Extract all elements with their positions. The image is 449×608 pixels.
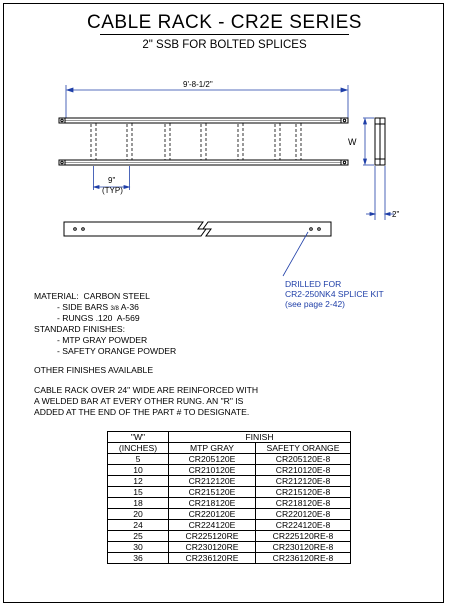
orange-part-cell: CR212120E-8 (256, 476, 351, 487)
w-cell: 18 (108, 498, 169, 509)
gray-part-cell: CR212120E (169, 476, 256, 487)
rung-spacing-label: 9" (108, 176, 116, 185)
drill-leader (283, 232, 308, 276)
orange-part-cell: CR210120E-8 (256, 465, 351, 476)
page-title: CABLE RACK - CR2E SERIES (87, 12, 362, 33)
finishes-heading: STANDARD FINISHES: (34, 324, 126, 334)
end-view (375, 118, 385, 165)
ladder-side-bars (59, 118, 348, 165)
side-bar-view (64, 222, 331, 236)
w-cell: 20 (108, 509, 169, 520)
w-cell: 15 (108, 487, 169, 498)
page-subtitle: 2" SSB FOR BOLTED SPLICES (142, 39, 307, 51)
w-cell: 5 (108, 454, 169, 465)
gray-header: MTP GRAY (169, 443, 256, 454)
drill-note (285, 279, 384, 309)
gray-part-cell: CR205120E (169, 454, 256, 465)
table-row (108, 487, 351, 498)
width-dimension-label: W (348, 137, 357, 147)
table-row (108, 520, 351, 531)
finish-orange: - SAFETY ORANGE POWDER (57, 346, 177, 356)
orange-part-cell: CR225120RE-8 (256, 531, 351, 542)
gray-part-cell: CR220120E (169, 509, 256, 520)
gray-part-cell: CR236120RE (169, 553, 256, 564)
length-dimension (66, 85, 348, 118)
reinforce-note-line-2: A WELDED BAR AT EVERY OTHER RUNG. AN "R" IS (34, 396, 244, 406)
finish-gray: - MTP GRAY POWDER (57, 335, 148, 345)
orange-header: SAFETY ORANGE (256, 443, 351, 454)
w-cell: 24 (108, 520, 169, 531)
side-bars-fraction: 3/8 (110, 306, 119, 312)
gray-part-cell: CR224120E (169, 520, 256, 531)
height-dimension-label: 2" (392, 210, 400, 219)
table-row (108, 476, 351, 487)
table-row (108, 498, 351, 509)
gray-part-cell: CR230120RE (169, 542, 256, 553)
gray-part-cell: CR210120E (169, 465, 256, 476)
drill-note-line-3: (see page 2-42) (285, 299, 346, 309)
table-row (108, 542, 351, 553)
rung-spacing-typ-label: (TYP) (102, 186, 123, 195)
w-cell: 36 (108, 553, 169, 564)
rungs-spec: - RUNGS .120 A-569 (57, 313, 140, 323)
drill-note-line-1: DRILLED FOR (285, 279, 342, 289)
w-header: "W" (108, 432, 169, 443)
other-finishes-note: OTHER FINISHES AVAILABLE (34, 365, 154, 375)
w-cell: 30 (108, 542, 169, 553)
material-spec: MATERIAL: CARBON STEEL (34, 291, 150, 301)
table-row (108, 509, 351, 520)
orange-part-cell: CR220120E-8 (256, 509, 351, 520)
orange-part-cell: CR224120E-8 (256, 520, 351, 531)
orange-part-cell: CR218120E-8 (256, 498, 351, 509)
orange-part-cell: CR205120E-8 (256, 454, 351, 465)
ladder-rungs (91, 123, 301, 160)
w-cell: 10 (108, 465, 169, 476)
orange-part-cell: CR236120RE-8 (256, 553, 351, 564)
side-bars-label: - SIDE BARS (57, 302, 111, 312)
table-row (108, 465, 351, 476)
table-row (108, 531, 351, 542)
inches-header: (INCHES) (108, 443, 169, 454)
drill-note-line-2: CR2-250NK4 SPLICE KIT (285, 289, 384, 299)
gray-part-cell: CR218120E (169, 498, 256, 509)
gray-part-cell: CR215120E (169, 487, 256, 498)
w-cell: 25 (108, 531, 169, 542)
w-cell: 12 (108, 476, 169, 487)
table-row (108, 553, 351, 564)
orange-part-cell: CR230120RE-8 (256, 542, 351, 553)
length-dimension-label: 9'-8-1/2" (183, 80, 213, 89)
finish-header: FINISH (169, 432, 351, 443)
table-row (108, 454, 351, 465)
gray-part-cell: CR225120RE (169, 531, 256, 542)
reinforce-note-line-3: ADDED AT THE END OF THE PART # TO DESIGNATE. (34, 407, 250, 417)
reinforce-note-line-1: CABLE RACK OVER 24" WIDE ARE REINFORCED WITH (34, 385, 259, 395)
side-bars-standard: A-36 (118, 302, 139, 312)
part-number-table (107, 431, 351, 564)
orange-part-cell: CR215120E-8 (256, 487, 351, 498)
